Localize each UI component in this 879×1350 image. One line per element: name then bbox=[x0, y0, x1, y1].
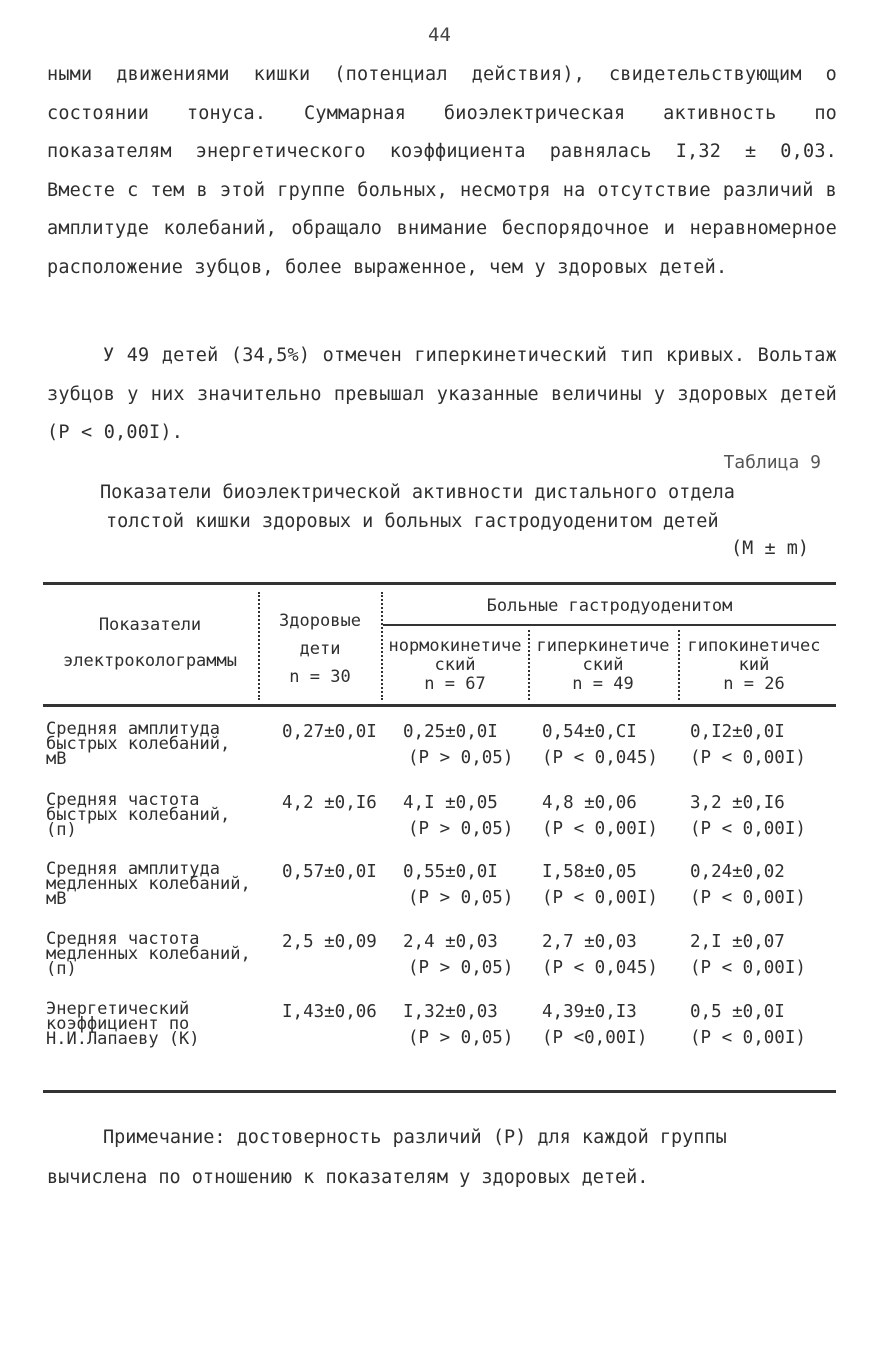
row-1-hyper: 0,54±0,CI bbox=[542, 722, 637, 742]
header-hyper-n: n = 49 bbox=[572, 674, 634, 694]
header-hyper-label: гиперкинетический bbox=[536, 636, 670, 675]
table-top-rule bbox=[43, 582, 836, 585]
table-caption-line2: толстой кишки здоровых и больных гастродуоденитом детей bbox=[106, 511, 719, 532]
header-normo bbox=[384, 637, 526, 694]
table-caption-line1: Показатели биоэлектрической активности дистального отдела bbox=[100, 482, 735, 503]
column-divider bbox=[678, 630, 680, 700]
header-param: Показатели электроколограммы bbox=[63, 615, 237, 671]
row-1-normo-p: (Р > 0,05) bbox=[408, 748, 514, 768]
row-2-normo: 4,I ±0,05 bbox=[403, 793, 498, 813]
column-divider bbox=[528, 630, 530, 700]
row-1-hyper-p: (Р < 0,045) bbox=[542, 748, 658, 768]
row-1-param: Средняя амплитуда быстрых колебаний, мВ bbox=[46, 719, 231, 769]
header-hypo-label: гипокинетический bbox=[687, 636, 821, 675]
row-4-hyper: 2,7 ±0,03 bbox=[542, 932, 637, 952]
header-healthy bbox=[262, 607, 378, 691]
row-3-hypo: 0,24±0,02 bbox=[690, 862, 785, 882]
row-5-hypo: 0,5 ±0,0I bbox=[690, 1002, 785, 1022]
row-3-healthy: 0,57±0,0I bbox=[282, 862, 377, 882]
paragraph-1-text: ными движениями кишки (потенциал действия), свидетельствующим о состоянии тонуса. Суммарная биоэлектрическая активность по показателям энергетического коэффициента равнялась I,32 ± 0,03. Вместе с тем в этой группе больных, несмотря на отсутствие различий в амплитуде колебаний, обращало внимание беспорядочное и неравномерное расположение зубцов, более выраженное, чем у здоровых детей. bbox=[47, 64, 837, 278]
row-3-hypo-p: (Р < 0,00I) bbox=[690, 888, 806, 908]
table-bottom-rule bbox=[43, 1090, 836, 1093]
row-5-hyper-p: (Р <0,00I) bbox=[542, 1028, 648, 1048]
paragraph-2-text: У 49 детей (34,5%) отмечен гиперкинетический тип кривых. Вольтаж зубцов у них значительно превышал указанные величины у здоровых детей (Р < 0,00I). bbox=[47, 345, 837, 443]
row-5-normo-p: (Р > 0,05) bbox=[408, 1028, 514, 1048]
row-4-param: Средняя частота медленных колебаний, (п) bbox=[46, 929, 251, 979]
header-hyper bbox=[532, 637, 674, 694]
row-2-healthy: 4,2 ±0,I6 bbox=[282, 793, 377, 813]
row-5-healthy: I,43±0,06 bbox=[282, 1002, 377, 1022]
header-healthy-n: n = 30 bbox=[289, 667, 351, 687]
header-hypo-n: n = 26 bbox=[723, 674, 785, 694]
row-4-hyper-p: (Р < 0,045) bbox=[542, 958, 658, 978]
row-3-param: Средняя амплитуда медленных колебаний, мВ bbox=[46, 859, 251, 909]
page-number: 44 bbox=[428, 24, 451, 46]
header-normo-label: нормокинетический bbox=[388, 636, 522, 675]
row-5-param: Энергетический коэффициент по Н.И.Лапаеву (К) bbox=[46, 999, 200, 1049]
table-note-text: Примечание: достоверность различий (Р) для каждой группы вычислена по отношению к показателям у здоровых детей. bbox=[47, 1127, 727, 1188]
row-4-normo: 2,4 ±0,03 bbox=[403, 932, 498, 952]
stat-unit: (М ± m) bbox=[731, 538, 809, 559]
row-1-hypo-p: (Р < 0,00I) bbox=[690, 748, 806, 768]
row-4-normo-p: (Р > 0,05) bbox=[408, 958, 514, 978]
column-divider bbox=[258, 592, 260, 700]
row-2-param: Средняя частота быстрых колебаний, (п) bbox=[46, 790, 231, 840]
row-3-hyper: I,58±0,05 bbox=[542, 862, 637, 882]
row-2-normo-p: (Р > 0,05) bbox=[408, 819, 514, 839]
row-1-hypo: 0,I2±0,0I bbox=[690, 722, 785, 742]
row-3-hyper-p: (Р < 0,00I) bbox=[542, 888, 658, 908]
paragraph-1 bbox=[47, 56, 837, 287]
header-normo-n: n = 67 bbox=[424, 674, 486, 694]
table-caption bbox=[100, 478, 826, 536]
paragraph-2 bbox=[47, 337, 837, 453]
row-4-hypo: 2,I ±0,07 bbox=[690, 932, 785, 952]
header-hypo bbox=[683, 637, 825, 694]
table-number: Таблица 9 bbox=[723, 452, 821, 473]
row-5-hyper: 4,39±0,I3 bbox=[542, 1002, 637, 1022]
row-2-hypo-p: (Р < 0,00I) bbox=[690, 819, 806, 839]
row-2-hyper: 4,8 ±0,06 bbox=[542, 793, 637, 813]
row-4-hypo-p: (Р < 0,00I) bbox=[690, 958, 806, 978]
table-group-rule bbox=[383, 624, 836, 626]
row-3-normo-p: (Р > 0,05) bbox=[408, 888, 514, 908]
table-note bbox=[47, 1118, 837, 1198]
header-sick-group: Больные гастродуоденитом bbox=[486, 596, 733, 616]
row-3-normo: 0,55±0,0I bbox=[403, 862, 498, 882]
row-2-hypo: 3,2 ±0,I6 bbox=[690, 793, 785, 813]
header-healthy-label: Здоровые дети bbox=[279, 611, 361, 659]
table-header-rule bbox=[43, 704, 836, 707]
row-1-normo: 0,25±0,0I bbox=[403, 722, 498, 742]
row-4-healthy: 2,5 ±0,09 bbox=[282, 932, 377, 952]
row-5-normo: I,32±0,03 bbox=[403, 1002, 498, 1022]
row-1-healthy: 0,27±0,0I bbox=[282, 722, 377, 742]
row-2-hyper-p: (Р < 0,00I) bbox=[542, 819, 658, 839]
row-5-hypo-p: (Р < 0,00I) bbox=[690, 1028, 806, 1048]
